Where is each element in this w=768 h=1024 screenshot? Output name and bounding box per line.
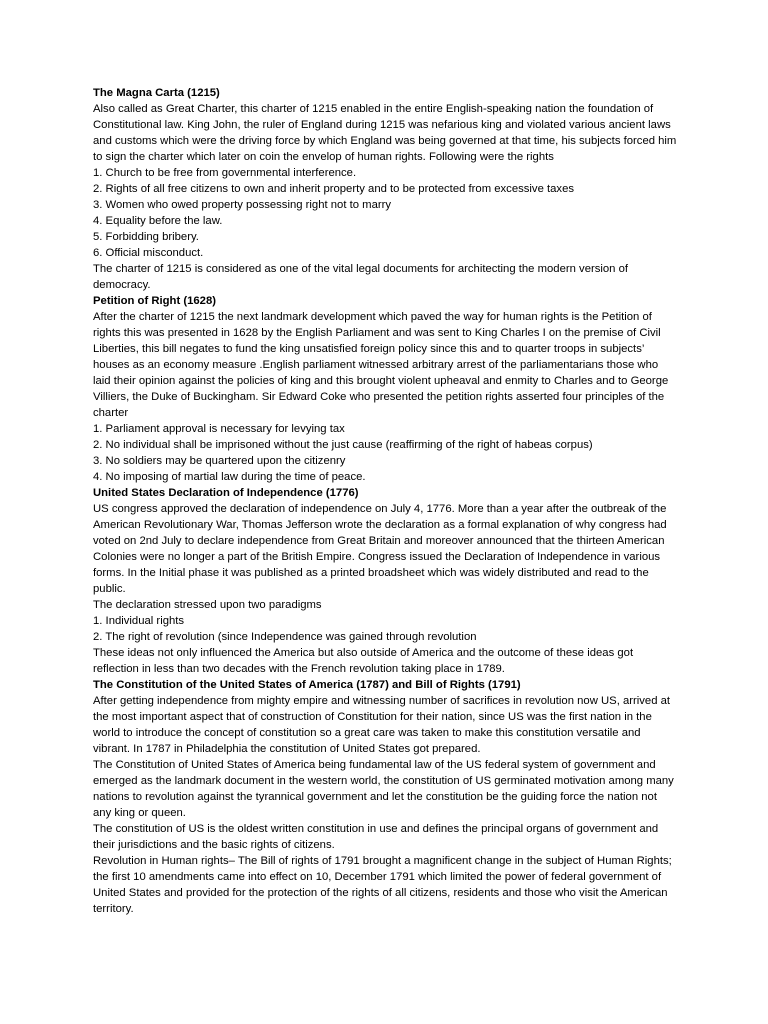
petition-principle-3: 3. No soldiers may be quartered upon the citizenry: [93, 455, 346, 467]
magna-carta-right-6: 6. Official misconduct.: [93, 247, 204, 259]
magna-carta-intro: Also called as Great Charter, this charter of 1215 enabled in the entire English-speaking nation the foundation of Constitutional law. King John, the ruler of England during 1215 was nefarious king and violated various ancient laws and customs which were the driving force by which England was being governed at that time, his subjects forced him to sign the charter which later on coin the envelop of human rights. Following were the rights: [93, 103, 677, 163]
magna-carta-heading: The Magna Carta (1215): [93, 87, 220, 99]
petition-principle-2: 2. No individual shall be imprisoned without the just cause (reaffirming of the right of habeas corpus): [93, 439, 593, 451]
petition-principle-4: 4. No imposing of martial law during the time of peace.: [93, 471, 366, 483]
us-declaration-paradigm-1: 1. Individual rights: [93, 615, 185, 627]
magna-carta-right-5: 5. Forbidding bribery.: [93, 231, 199, 243]
us-constitution-paragraph-3: The constitution of US is the oldest written constitution in use and defines the principal organs of government and their jurisdictions and the basic rights of citizens.: [93, 823, 659, 851]
petition-of-right-body: After the charter of 1215 the next landmark development which paved the way for human rights is the Petition of rights this was presented in 1628 by the English Parliament and was sent to King Charles I on the premise of Civil Liberties, this bill negates to fund the king unsatisfied foreign policy since this and to quarter troops in subjects’ houses as an economy measure .English parliament witnessed arbitrary arrest of the parliamentarians those who laid their opinion against the policies of king and this brought violent upheaval and enmity to Charles and to George Villiers, the Duke of Buckingham. Sir Edward Coke who presented the petition rights asserted four principles of the charter: [93, 311, 669, 419]
us-declaration-heading: United States Declaration of Independence (1776): [93, 487, 359, 499]
magna-carta-conclusion: The charter of 1215 is considered as one of the vital legal documents for architecting the modern version of democracy.: [93, 263, 629, 291]
us-declaration-body: US congress approved the declaration of independence on July 4, 1776. More than a year after the outbreak of the American Revolutionary War, Thomas Jefferson wrote the declaration as a formal explanation of why congress had voted on 2nd July to declare independence from Great Britain and moreover announced that the thirteen American Colonies were no longer a part of the British Empire. Congress issued the Declaration of Independence in various forms. In the Initial phase it was published as a printed broadsheet which was widely distributed and read to the public.: [93, 503, 667, 595]
petition-principle-1: 1. Parliament approval is necessary for levying tax: [93, 423, 345, 435]
magna-carta-right-3: 3. Women who owed property possessing right not to marry: [93, 199, 392, 211]
magna-carta-right-1: 1. Church to be free from governmental interference.: [93, 167, 357, 179]
us-constitution-paragraph-4: Revolution in Human rights– The Bill of rights of 1791 brought a magnificent change in the subject of Human Rights; the first 10 amendments came into effect on 10, December 1791 which limited the power of federal government of United States and provided for the protection of the rights of all citizens, residents and those who visit the American territory.: [93, 855, 672, 915]
us-declaration-paradigms-intro: The declaration stressed upon two paradigms: [93, 599, 322, 611]
us-declaration-conclusion: These ideas not only influenced the America but also outside of America and the outcome of these ideas got reflection in less than two decades with the French revolution taking place in 1789.: [93, 647, 634, 675]
us-constitution-paragraph-1: After getting independence from mighty empire and witnessing number of sacrifices in revolution now US, arrived at the most important aspect that of construction of Constitution for their nation, since US was the first nation in the world to introduce the concept of constitution so a great care was taken to make this constitution versatile and vibrant. In 1787 in Philadelphia the constitution of United States got prepared.: [93, 695, 671, 755]
magna-carta-right-4: 4. Equality before the law.: [93, 215, 223, 227]
us-constitution-paragraph-2: The Constitution of United States of America being fundamental law of the US federal system of government and emerged as the landmark document in the western world, the constitution of US germinated motivation among many nations to revolution against the tyrannical government and let the constitution be the guiding force the nation not any king or queen.: [93, 759, 674, 819]
us-declaration-paradigm-2: 2. The right of revolution (since Independence was gained through revolution: [93, 631, 477, 643]
magna-carta-right-2: 2. Rights of all free citizens to own and inherit property and to be protected from excessive taxes: [93, 183, 574, 195]
document-page: [93, 85, 677, 917]
petition-of-right-heading: Petition of Right (1628): [93, 295, 217, 307]
us-constitution-heading: The Constitution of the United States of America (1787) and Bill of Rights (1791): [93, 679, 521, 691]
